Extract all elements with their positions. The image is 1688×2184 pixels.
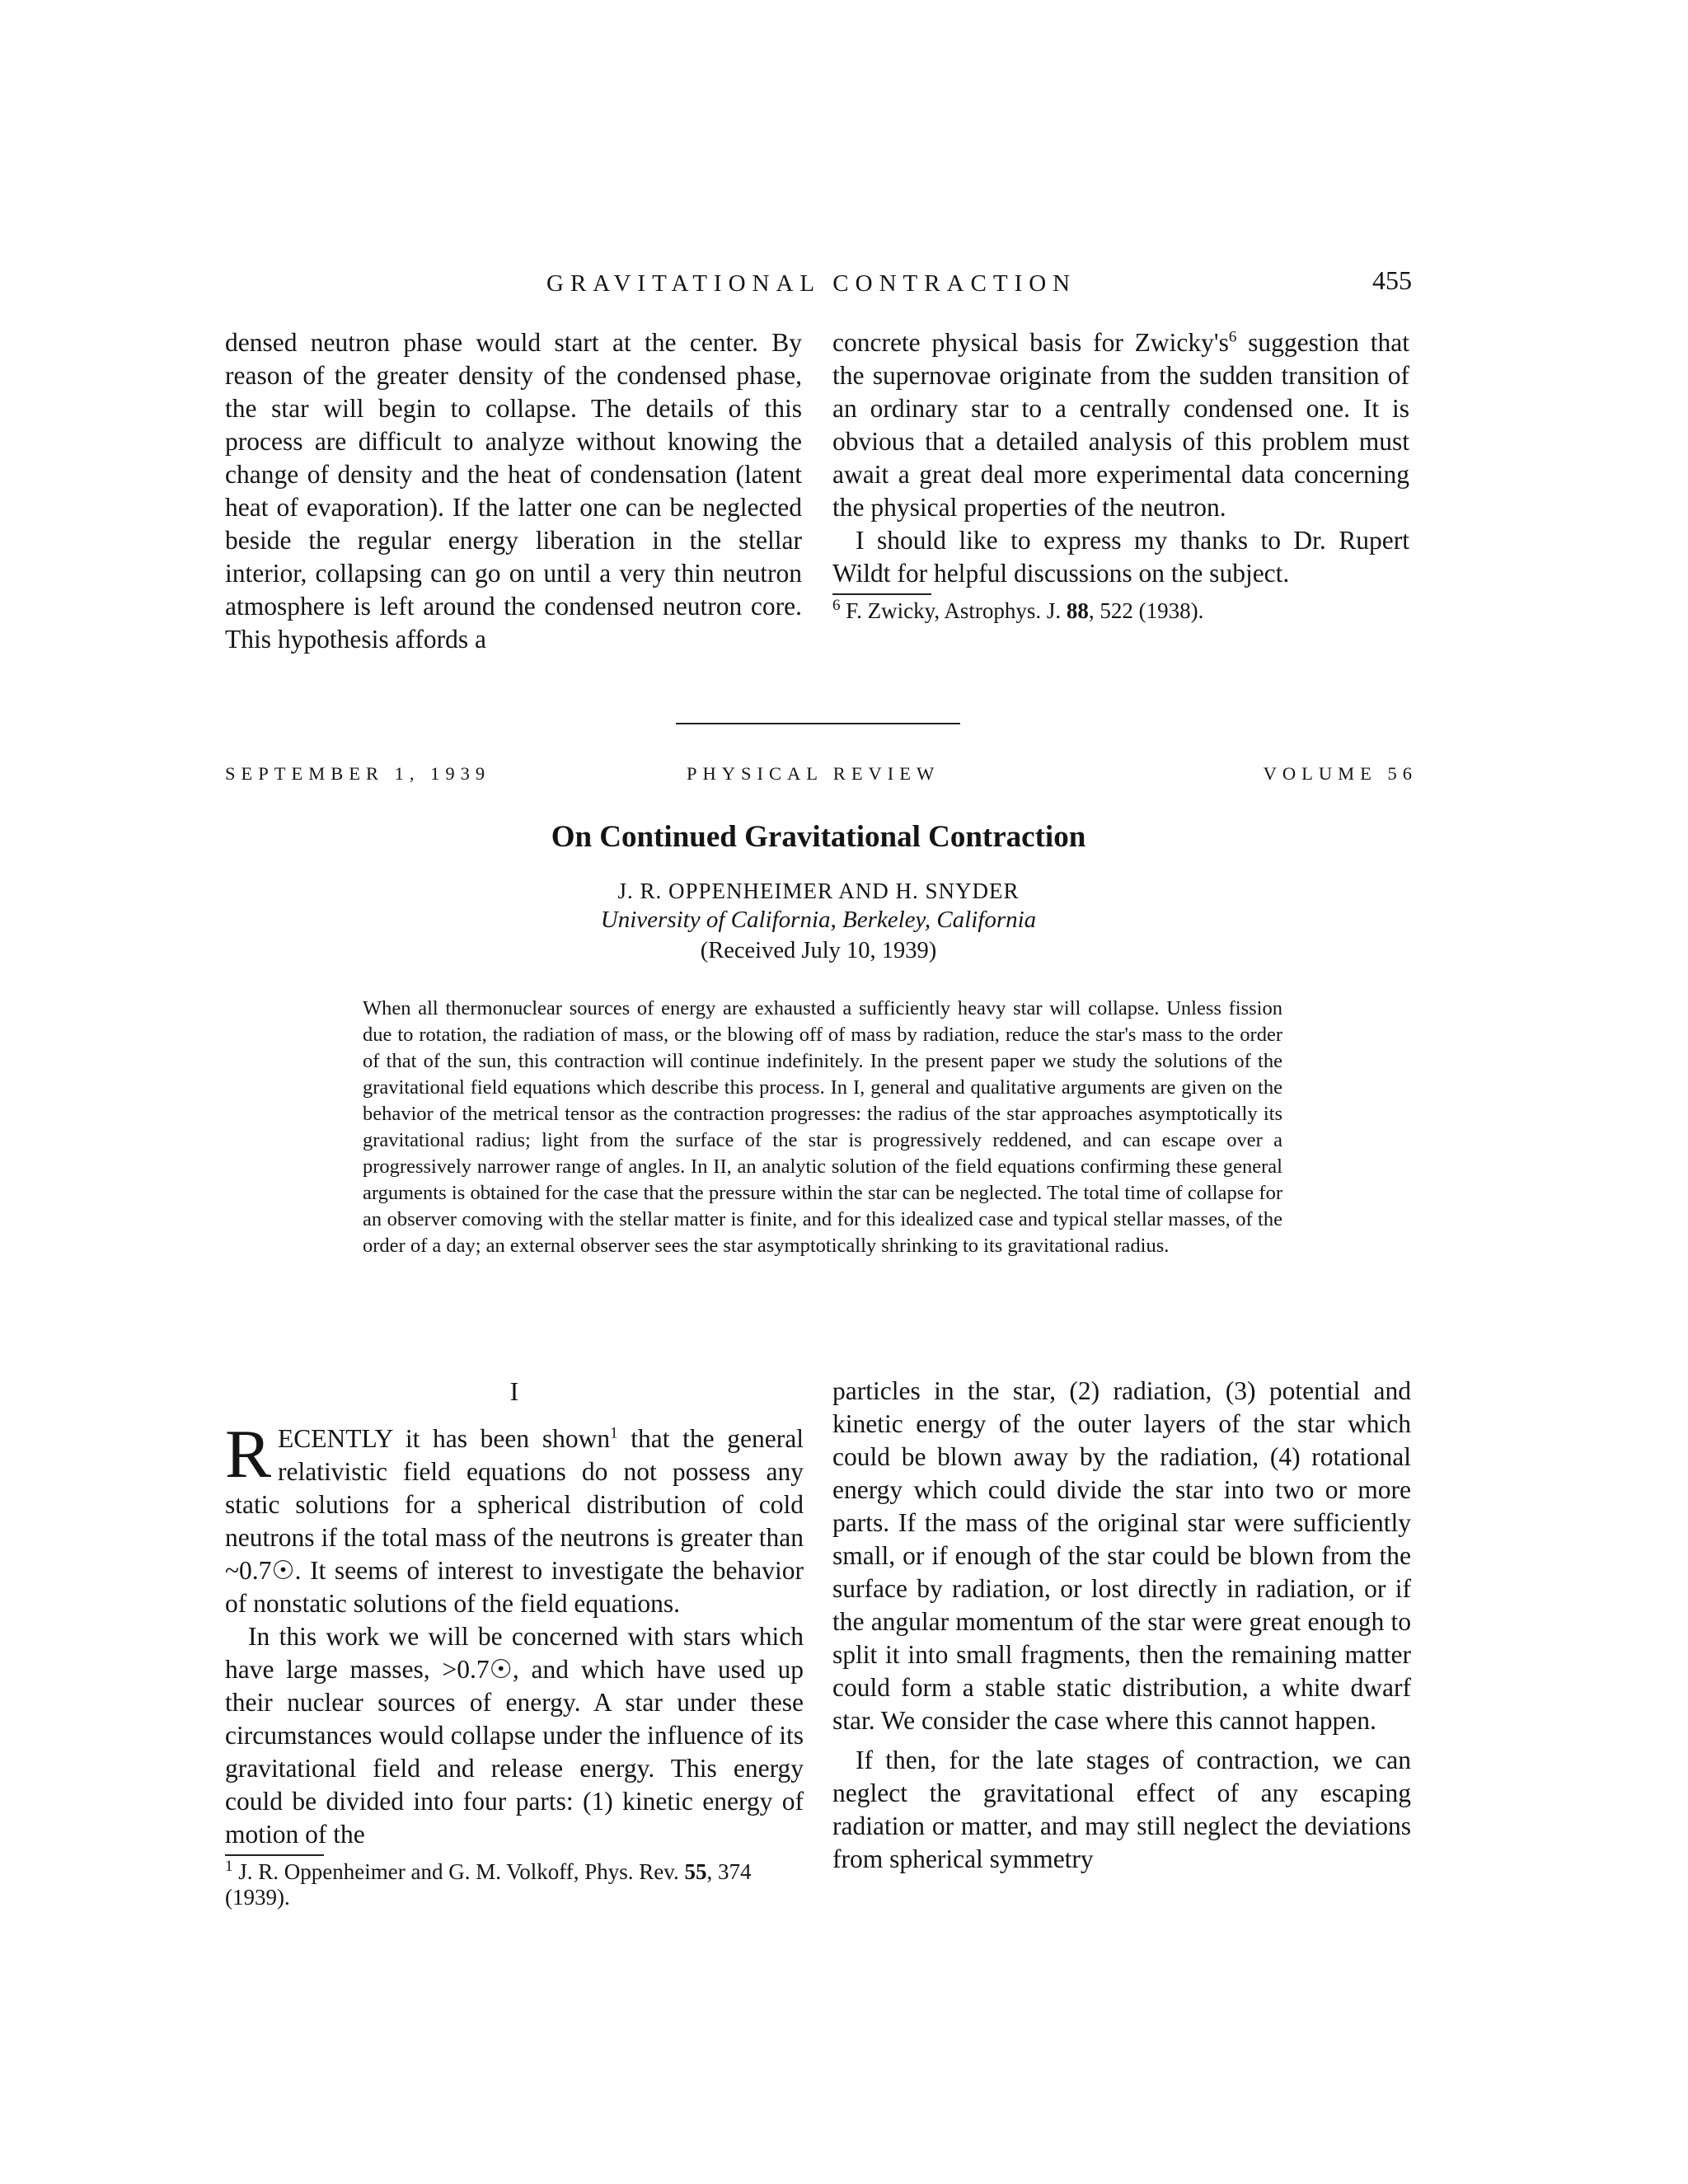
body-left-column (225, 1375, 804, 1910)
section-heading: I (509, 1376, 519, 1406)
article-separator-rule (676, 723, 960, 724)
body-paragraph: If then, for the late stages of contraction, we can neglect the gravitational effect of any escaping radiation or matter, and may still neglect the deviations from spherical symmetry (832, 1746, 1411, 1873)
drop-cap: R (225, 1416, 272, 1493)
body-right-column (832, 1375, 1411, 1876)
article-title: On Continued Gravitational Contraction (551, 820, 1086, 854)
running-title: GRAVITATIONAL CONTRACTION (546, 270, 1077, 297)
page-number: 455 (1372, 265, 1412, 295)
body-paragraph: particles in the star, (2) radiation, (3) potential and kinetic energy of the outer layers of the star which could be blown away by the radiation, (4) rotational energy which could divide the star into two or more parts. If the mass of the original star were sufficiently small, or if enough of the star could be blown from the surface by radiation, or lost directly in radiation, or if the angular momentum of the star were great enough to split it into small fragments, then the remaining matter could form a stable static distribution, a white dwarf star. We consider the case where this cannot happen. (832, 1376, 1411, 1735)
footnote: $^6$ F. Zwicky, Astrophys. J. 88, 522 (1938). (832, 597, 1204, 623)
received-date: (Received July 10, 1939) (700, 938, 937, 963)
previous-article-paragraph-end: concrete physical basis for $Zwicky's^6$ suggestion that the supernovae originate from the sudden transition of an ordinary star to a centrally condensed one. It is obvious that a detailed analysis of this problem must await a great deal more experimental data concerning the physical properties of the neutron. (832, 328, 1409, 522)
previous-article-paragraph: densed neutron phase would start at the center. By reason of the greater density of the condensed phase, the star will begin to collapse. The details of this process are difficult to analyze without knowing the change of density and the heat of condensation (latent heat of evaporation). If the latter one can be neglected beside the regular energy liberation in the stellar interior, collapsing can go on until a very thin neutron atmosphere is left around the condensed neutron core. This hypothesis affords a (225, 328, 802, 654)
footnote-rule (832, 593, 931, 595)
previous-article-right-column (832, 326, 1409, 624)
footnote-ref: 6 (1228, 328, 1237, 346)
affiliation: University of California, Berkeley, California (600, 907, 1037, 933)
volume-number: VOLUME 56 (1263, 763, 1418, 784)
abstract: When all thermonuclear sources of energy are exhausted a sufficiently heavy star will collapse. Unless fission due to rotation, the radiation of mass, or the blowing off of mass by radiation, reduce the star's mass to the order of that of the sun, this contraction will continue indefinitely. In the present paper we study the solutions of the gravitational field equations which describe this process. In I, general and qualitative arguments are given on the behavior of the metrical tensor as the contraction progresses: the radius of the star approaches asymptotically its gravitational radius; light from the surface of the star is progressively reddened, and can escape over a progressively narrower range of angles. In II, an analytic solution of the field equations confirming these general arguments is obtained for the case that the pressure within the star can be neglected. The total time of collapse for an observer comoving with the stellar matter is finite, and for this idealized case and typical stellar masses, of the order of a day; an external observer sees the star asymptotically shrinking to its gravitational radius. (363, 997, 1282, 1257)
footnote-rule (225, 1854, 324, 1856)
journal-line (225, 763, 1418, 793)
authors: J. R. OPPENHEIMER AND H. SNYDER (617, 879, 1020, 903)
footnote: $^1$ J. R. Oppenheimer and G. M. Volkoff, Phys. Rev. 55, 374 (1939). (225, 1858, 752, 1910)
running-head (225, 265, 1412, 307)
intro-paragraph: RECENTLY it has been shown$^1$ that the general relativistic field equations do not possess any static solutions for a spherical distribution of cold neutrons if the total mass of the neutrons is greater than ~0.7☉. It seems of interest to investigate the behavior of nonstatic solutions of the field equations. (225, 1416, 804, 1618)
issue-date: SEPTEMBER 1, 1939 (225, 763, 491, 784)
body-paragraph: In this work we will be concerned with stars which have large masses, >0.7☉, and which have used up their nuclear sources of energy. A star under these circumstances would collapse under the influence of its gravitational field and release energy. This energy could be divided into four parts: (1) kinetic energy of motion of the (225, 1622, 804, 1849)
journal-name: PHYSICAL REVIEW (687, 763, 940, 784)
footnote-ref: 1 (610, 1424, 618, 1442)
acknowledgement: I should like to express my thanks to Dr. Rupert Wildt for helpful discussions on the subject. (832, 526, 1409, 588)
previous-article-left-column (225, 326, 802, 656)
